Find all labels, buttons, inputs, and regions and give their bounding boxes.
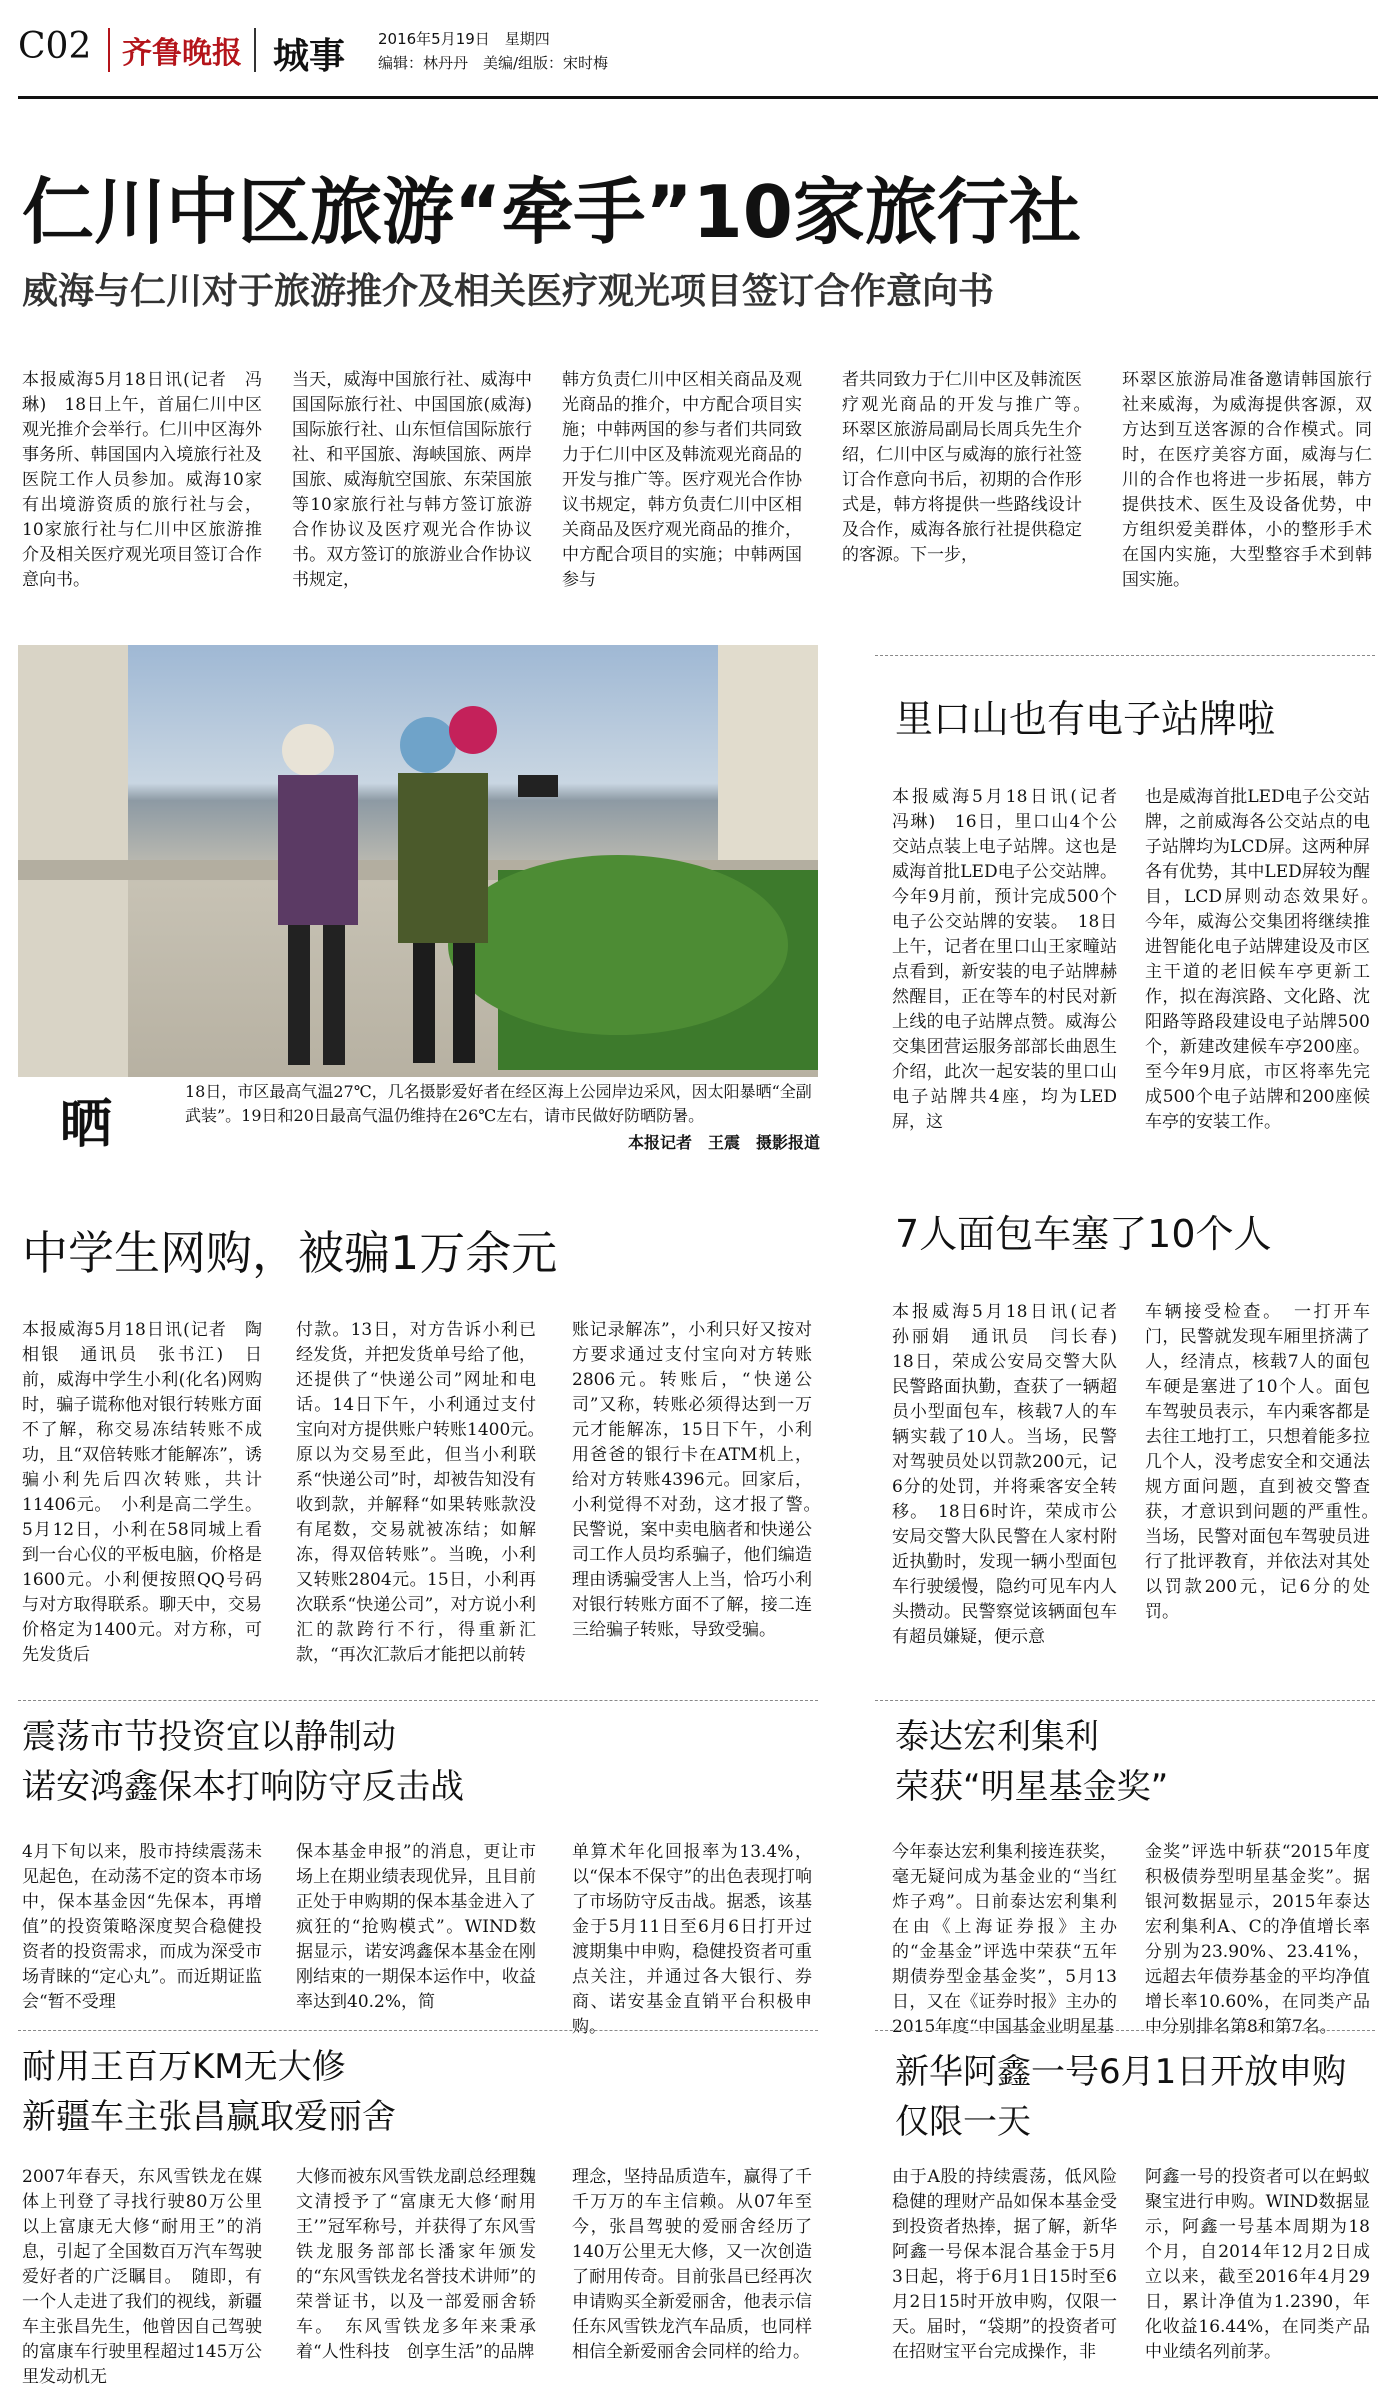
- nuoan-column-2: 保本基金申报”的消息，更让市场上在期业绩表现优异，且目前正处于申购期的保本基金进入了疯狂的“抢购模式”。WIND数据显示，诺安鸿鑫保本基金在刚刚结束的一期保本运作中，收益率达到40.2%，简: [296, 1842, 536, 2012]
- taida-headline-2: 荣获“明星基金奖”: [895, 1767, 1169, 1807]
- taida-column-1: 今年泰达宏利集利接连获奖，毫无疑问成为基金业的“当红炸子鸡”。日前泰达宏利集利在由《上海证券报》主办的“金基金”评选中荣获“五年期债券型金基金奖”，5月13日，又在《证券时报》主办的2015年度“中国基金业明星基: [892, 1842, 1117, 2037]
- student-headline: 中学生网购，被骗1万余元: [22, 1226, 558, 1280]
- nuoan-column-1: 4月下旬以来，股市持续震荡未见起色，在动荡不定的资本市场中，保本基金因“先保本，再增值”的投资策略深度契合稳健投资者的投资需求，而成为深受市场青睐的“定心丸”。而近期证监会“暂不受理: [22, 1842, 262, 2012]
- lead-column-4: 者共同致力于仁川中区及韩流医疗观光商品的开发与推广等。 环翠区旅游局副局长周兵先生介绍，仁川中区与威海的旅行社签订合作意向书后，初期的合作形式是，韩方将提供一些路线设计及合作，威海各旅行社提供稳定的客源。下一步，: [842, 370, 1099, 565]
- editor-credits: 编辑：林丹丹 美编/组版：宋时梅: [378, 54, 609, 72]
- van-column-1: 本报威海5月18日讯(记者 孙丽娟 通讯员 闫长春) 18日，荣成公安局交警大队民警路面执勤，查获了一辆超员小型面包车，核载7人的车辆实载了10人。当场，民警对驾驶员处以罚款200元，记6分的处罚，并将乘客安全转移。 18日6时许，荣成市公安局交警大队民警在人家村附近执勤时，发现一辆小型面包车行驶缓慢，隐约可见车内人头攒动。民警察觉该辆面包车有超员嫌疑，便示意: [892, 1302, 1134, 1647]
- dongfeng-headline-2: 新疆车主张昌赢取爱丽舍: [22, 2097, 396, 2137]
- divider: [875, 1700, 1375, 1701]
- nuoan-headline-2: 诺安鸿鑫保本打响防守反击战: [22, 1767, 464, 1807]
- student-column-1: 本报威海5月18日讯(记者 陶相银 通讯员 张书江) 日前，威海中学生小利(化名)网购时，骗子谎称他对银行转账方面不了解，称交易冻结转账不成功，且“双倍转账才能解冻”，诱骗小利先后四次转账，共计11406元。 小利是高二学生。5月12日，小利在58同城上看到一台心仪的平板电脑，价格是1600元。小利便按照QQ号码与对方取得联系。聊天中，交易价格定为1400元。对方称，可先发货后: [22, 1320, 262, 1665]
- likoushan-headline: 里口山也有电子站牌啦: [895, 697, 1276, 741]
- nuoan-headline-1: 震荡市节投资宜以静制动: [22, 1717, 396, 1757]
- divider: [875, 655, 1375, 656]
- divider: [18, 2030, 818, 2031]
- van-column-2: 车辆接受检查。 一打开车门，民警就发现车厢里挤满了人，经清点，核载7人的面包车硬是塞进了10个人。面包车驾驶员表示，车内乘客都是去往工地打工，只想着能多拉几个人，没考虑安全和交通法规方面问题，直到被交警查获，才意识到问题的严重性。 当场，民警对面包车驾驶员进行了批评教育，并依法对其处以罚款200元，记6分的处罚。: [1145, 1302, 1387, 1622]
- xinhua-column-2: 阿鑫一号的投资者可以在蚂蚁聚宝进行申购。WIND数据显示，阿鑫一号基本周期为18个月，自2014年12月2日成立以来，截至2016年4月29日，累计净值为1.2390，年化收益16.44%，在同类产品中业绩名列前茅。: [1145, 2167, 1370, 2362]
- divider: [875, 2030, 1375, 2031]
- van-headline: 7人面包车塞了10个人: [895, 1212, 1272, 1256]
- page-number: C02: [18, 26, 92, 67]
- photo-caption: 18日，市区最高气温27℃，几名摄影爱好者在经区海上公园岸边采风，因太阳暴晒“全副武装”。19日和20日最高气温仍维持在26℃左右，请市民做好防晒防暑。: [185, 1082, 812, 1125]
- nuoan-column-3: 单算术年化回报率为13.4%，以“保本不保守”的出色表现打响了市场防守反击战。据悉，该基金于5月11日至6月6日打开过渡期集中申购，稳健投资者可重点关注，并通过各大银行、券商、诺安基金直销平台积极申购。: [572, 1842, 812, 2037]
- dongfeng-column-1: 2007年春天，东风雪铁龙在媒体上刊登了寻找行驶80万公里以上富康无大修“耐用王”的消息，引起了全国数百万汽车驾驶爱好者的广泛瞩目。 随即，有一个人走进了我们的视线，新疆车主张昌先生，他曾因自己驾驶的富康车行驶里程超过145万公里发动机无: [22, 2167, 262, 2387]
- taida-headline-1: 泰达宏利集利: [895, 1717, 1099, 1757]
- dongfeng-headline-1: 耐用王百万KM无大修: [22, 2047, 346, 2087]
- photo-big-char: 晒: [60, 1095, 113, 1155]
- lead-subheadline: 威海与仁川对于旅游推介及相关医疗观光项目签订合作意向书: [22, 271, 995, 312]
- lead-column-3: 韩方负责仁川中区相关商品及观光商品的推介，中方配合项目实施；中韩两国的参与者们共同致力于仁川中区及韩流观光商品的开发与推广等。医疗观光合作协议书规定，韩方负责仁川中区相关商品及医疗观光商品的推介，中方配合项目的实施；中韩两国参与: [562, 370, 802, 590]
- likoushan-column-1: 本报威海5月18日讯(记者 冯琳) 16日，里口山4个公交站点装上电子站牌。这也是威海首批LED电子公交站牌。今年9月前，预计完成500个电子公交站牌的安装。 18日上午，记者在里口山王家疃站点看到，新安装的电子站牌赫然醒目，正在等车的村民对新上线的电子站牌点赞。威海公交集团营运服务部部长曲恩生介绍，此次一起安装的里口山电子站牌共4座，均为LED屏，这: [892, 787, 1134, 1132]
- news-photo: [18, 645, 818, 1077]
- dongfeng-column-2: 大修而被东风雪铁龙副总经理魏文清授予了“富康无大修‘耐用王’”冠军称号，并获得了东风雪铁龙服务部部长潘家年颁发的“东风雪铁龙名誉技术讲师”的荣誉证书，以及一部爱丽舍轿车。 东风雪铁龙多年来秉承着“人性科技 创享生活”的品牌: [296, 2167, 536, 2362]
- header-rule: [18, 96, 1378, 99]
- xinhua-column-1: 由于A股的持续震荡，低风险稳健的理财产品如保本基金受到投资者热捧，据了解，新华阿鑫一号保本混合基金于5月3日起，将于6月1日15时至6月2日15时开放申购，仅限一天。届时，“袋期”的投资者可在招财宝平台完成操作，非: [892, 2167, 1117, 2362]
- dongfeng-column-3: 理念，坚持品质造车，赢得了千千万万的车主信赖。从07年至今，张昌驾驶的爱丽舍经历了140万公里无大修，又一次创造了耐用传奇。目前张昌已经再次申请购买全新爱丽舍，他表示信任东风雪铁龙汽车品质，也同样相信全新爱丽舍会同样的给力。: [572, 2167, 812, 2362]
- photo-credit: 本报记者 王震 摄影报道: [627, 1133, 820, 1152]
- section-title: 城事: [273, 36, 346, 77]
- xinhua-headline-1: 新华阿鑫一号6月1日开放申购: [895, 2052, 1347, 2092]
- likoushan-column-2: 也是威海首批LED电子公交站牌，之前威海各公交站点的电子站牌均为LCD屏。这两种屏各有优势，其中LED屏较为醒目，LCD屏则动态效果好。 今年，威海公交集团将继续推进智能化电子站牌建设及市区主干道的老旧候车亭更新工作，拟在海滨路、文化路、沈阳路等路段建设电子站牌500个，新建改建候车亭200座。至今年9月底，市区将率先完成500个电子站牌和200座候车亭的安装工作。: [1145, 787, 1387, 1132]
- lead-column-2: 当天，威海中国旅行社、威海中国国际旅行社、中国国旅(威海)国际旅行社、山东恒信国际旅行社、和平国旅、海峡国旅、两岸国旅、威海航空国旅、东荣国旅等10家旅行社与韩方签订旅游合作协议及医疗观光合作协议书。双方签订的旅游业合作协议书规定，: [292, 370, 532, 590]
- lead-column-1: 本报威海5月18日讯(记者 冯琳) 18日上午，首届仁川中区观光推介会举行。仁川中区海外事务所、韩国国内入境旅行社及医院工作人员参加。威海10家有出境游资质的旅行社与会，10家旅行社与仁川中区旅游推介及相关医疗观光项目签订合作意向书。: [22, 370, 262, 590]
- student-column-2: 付款。13日，对方告诉小利已经发货，并把发货单号给了他，还提供了“快递公司”网址和电话。14日下午，小利通过支付宝向对方提供账户转账1400元。 原以为交易至此，但当小利联系“快递公司”时，却被告知没有收到款，并解释“如果转账款没有尾数，交易就被冻结；如解冻，得双倍转账”。当晚，小利又转账2804元。15日，小利再次联系“快递公司”，对方说小利汇的款跨行不行，得重新汇款，“再次汇款后才能把以前转: [296, 1320, 553, 1665]
- photographers-illustration: [18, 645, 818, 1077]
- xinhua-headline-2: 仅限一天: [895, 2102, 1031, 2142]
- student-column-3: 账记录解冻”，小利只好又按对方要求通过支付宝向对方转账2806元。转账后，“快递公司”又称，转账必须得达到一万元才能解冻，15日下午，小利用爸爸的银行卡在ATM机上，给对方转账4396元。回家后，小利觉得不对劲，这才报了警。 民警说，案中卖电脑者和快递公司工作人员均系骗子，他们编造理由诱骗受害人上当，恰巧小利对银行转账方面不了解，接二连三给骗子转账，导致受骗。: [572, 1320, 829, 1640]
- newspaper-logo: 齐鲁晚报: [108, 28, 256, 72]
- lead-column-5: 环翠区旅游局准备邀请韩国旅行社来威海，为威海提供客源，双方达到互送客源的合作模式。同时，在医疗美容方面，威海与仁川的合作也将进一步拓展，韩方提供技术、医生及设备优势，中方组织爱美群体，小的整形手术在国内实施，大型整容手术到韩国实施。: [1122, 370, 1372, 590]
- divider: [18, 1700, 818, 1701]
- taida-column-2: 金奖”评选中斩获“2015年度积极债券型明星基金奖”。据银河数据显示，2015年泰达宏利集利A、C的净值增长率分别为23.90%、23.41%，远超去年债券基金的平均净值增长率10.60%，在同类产品中分别排名第8和第7名。: [1145, 1842, 1370, 2037]
- masthead: [18, 22, 1378, 78]
- issue-date: 2016年5月19日 星期四: [378, 30, 550, 48]
- lead-headline: 仁川中区旅游“牵手”10家旅行社: [22, 170, 1081, 254]
